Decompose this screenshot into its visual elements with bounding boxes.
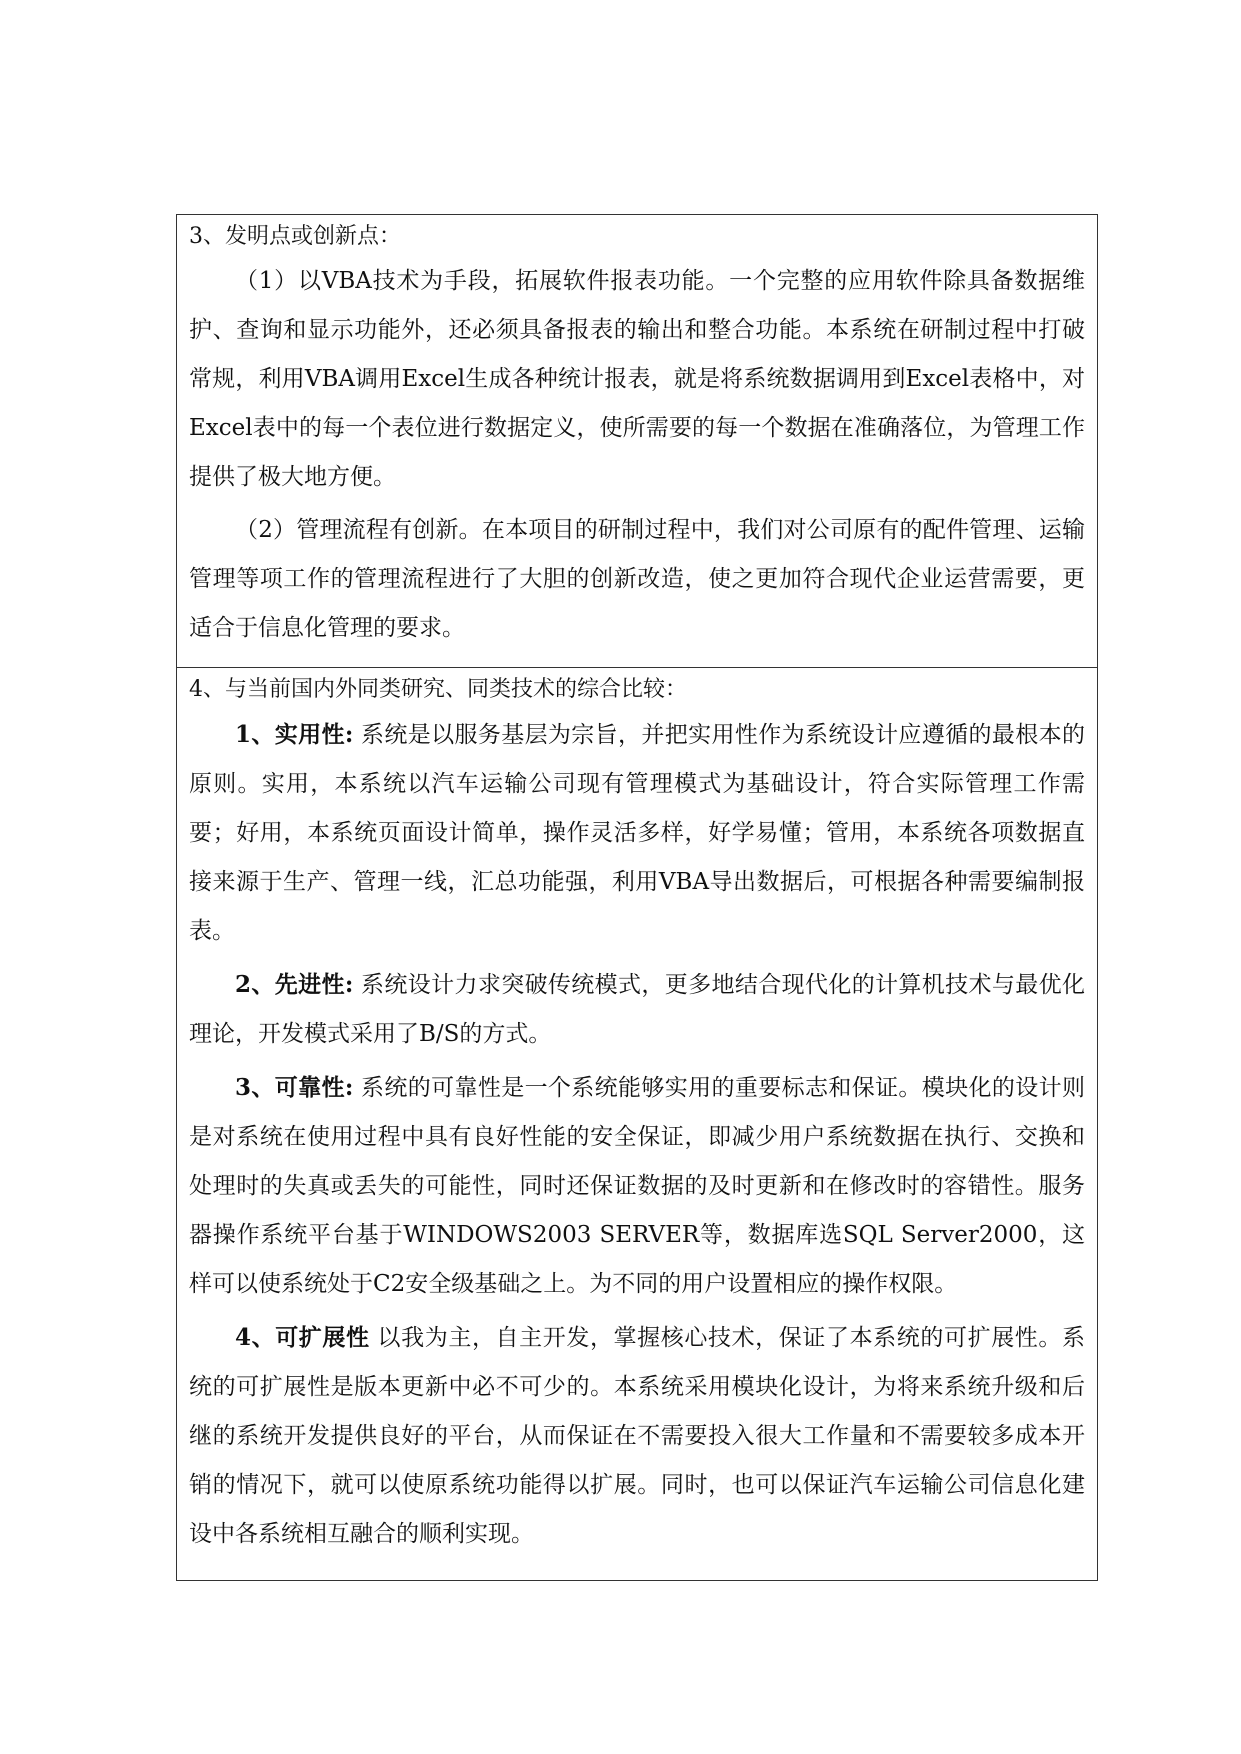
comparison-cell [177,667,1097,1580]
comparison-item-advancement [189,960,1085,1059]
item-label: 3、可靠性: [235,1074,354,1101]
item-label: 4、可扩展性 [235,1324,370,1351]
item-text: 系统的可靠性是一个系统能够实用的重要标志和保证。模块化的设计则是对系统在使用过程中具有良好性能的安全保证，即减少用户系统数据在执行、交换和处理时的失真或丢失的可能性，同时还保证数据的及时更新和在修改时的容错性。服务器操作系统平台基于WINDOWS2003 SERVER等，数据库选SQL Server2000，这样可以使系统处于C2安全级基础之上。为不同的用户设置相应的操作权限。 [189,1075,1085,1297]
innovation-paragraph-2: （2）管理流程有创新。在本项目的研制过程中，我们对公司原有的配件管理、运输管理等项工作的管理流程进行了大胆的创新改造，使之更加符合现代企业运营需要，更适合于信息化管理的要求。 [189,517,1085,641]
item-label: 1、实用性: [235,721,354,748]
comparison-item-extensibility [189,1313,1085,1559]
item-label: 2、先进性: [235,971,354,998]
item-text: 系统是以服务基层为宗旨，并把实用性作为系统设计应遵循的最根本的原则。实用，本系统以汽车运输公司现有管理模式为基础设计，符合实际管理工作需要；好用，本系统页面设计简单，操作灵活多样，好学易懂；管用，本系统各项数据直接来源于生产、管理一线，汇总功能强，利用VBA导出数据后，可根据各种需要编制报表。 [189,722,1085,944]
item-text: 以我为主，自主开发，掌握核心技术，保证了本系统的可扩展性。系统的可扩展性是版本更新中必不可少的。本系统采用模块化设计，为将来系统升级和后继的系统开发提供良好的平台，从而保证在不需要投入很大工作量和不需要较多成本开销的情况下，就可以使原系统功能得以扩展。同时，也可以保证汽车运输公司信息化建设中各系统相互融合的顺利实现。 [189,1325,1085,1547]
item-text: 系统设计力求突破传统模式，更多地结合现代化的计算机技术与最优化理论，开发模式采用了B/S的方式。 [189,972,1085,1047]
comparison-heading: 4、与当前国内外同类研究、同类技术的综合比较： [189,677,687,702]
innovation-heading: 3、发明点或创新点： [189,224,401,249]
innovation-cell [177,215,1097,667]
comparison-item-practicality [189,710,1085,956]
innovation-paragraph-1: （1）以VBA技术为手段，拓展软件报表功能。一个完整的应用软件除具备数据维护、查询和显示功能外，还必须具备报表的输出和整合功能。本系统在研制过程中打破常规，利用VBA调用Excel生成各种统计报表，就是将系统数据调用到Excel表格中，对Excel表中的每一个表位进行数据定义，使所需要的每一个数据在准确落位，为管理工作提供了极大地方便。 [189,268,1085,490]
comparison-item-reliability [189,1063,1085,1309]
form-table [176,214,1098,1581]
